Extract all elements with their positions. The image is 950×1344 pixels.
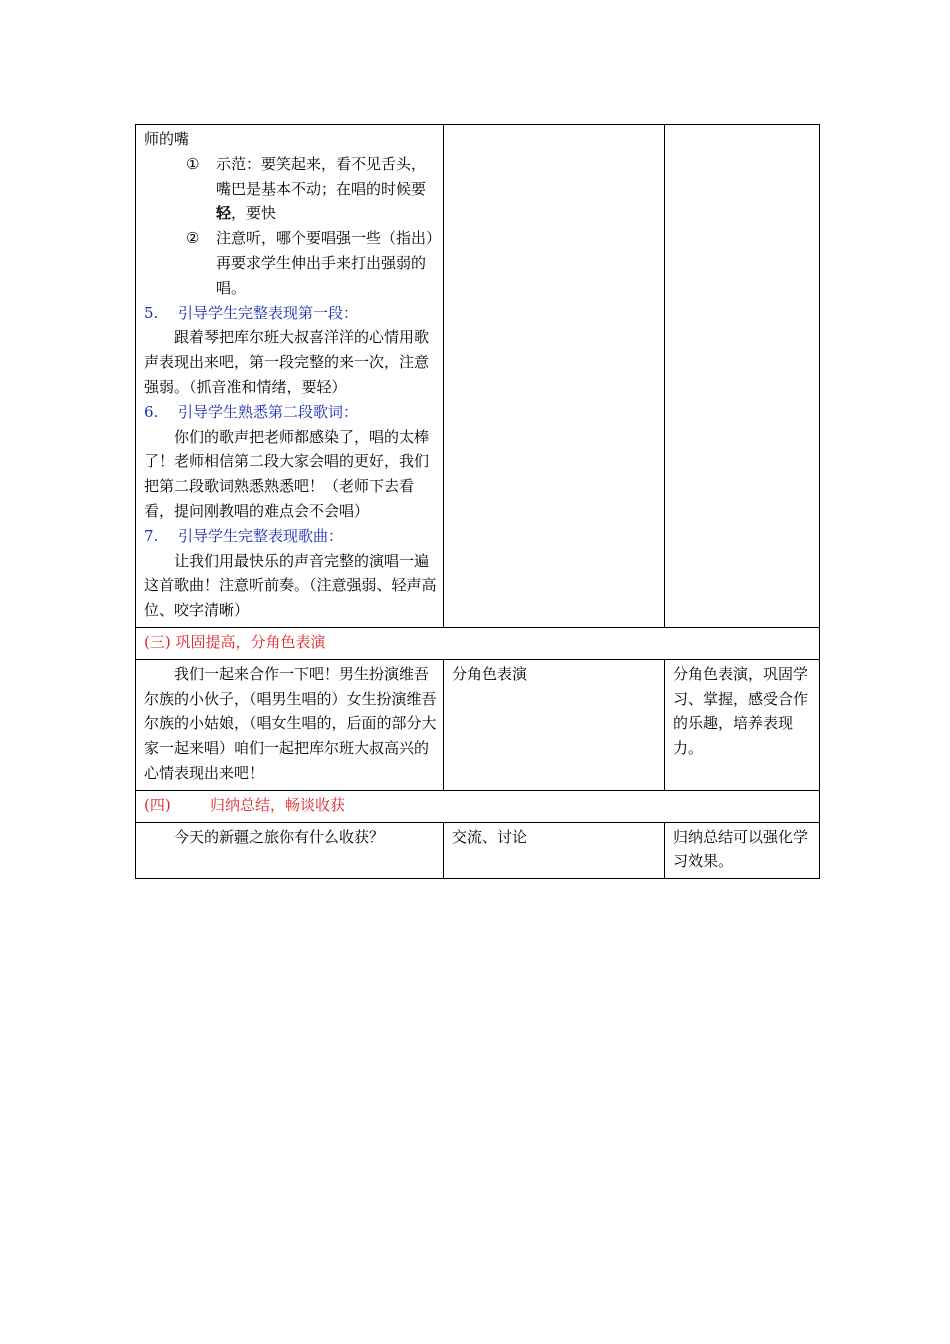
step-title: 引导学生完整表现歌曲：: [178, 526, 344, 545]
sub-item-number: ②: [186, 229, 200, 248]
design-intent-cell: 分角色表演，巩固学习、掌握，感受合作的乐趣，培养表现力。: [665, 659, 820, 790]
step-title: 引导学生熟悉第二段歌词：: [178, 402, 359, 421]
student-activity-cell: 分角色表演: [444, 659, 665, 790]
emphasis-text: 轻: [216, 204, 232, 223]
teacher-activity-cell: 今天的新疆之旅你有什么收获？: [136, 822, 444, 879]
sub-item-1: [144, 152, 437, 226]
section-3-heading-row: [136, 627, 820, 659]
section-number: (四): [144, 795, 171, 814]
teacher-activity-cell: 我们一起来合作一下吧！男生扮演维吾尔族的小伙子，（唱男生唱的）女生扮演维吾尔族的小姑娘，（唱女生唱的，后面的部分大家一起来唱）咱们一起把库尔班大叔高兴的心情表现出来吧！: [136, 659, 444, 790]
section-3-heading: (三) 巩固提高，分角色表演: [136, 627, 820, 659]
step-7-heading: [144, 524, 437, 549]
table-row: [136, 125, 820, 628]
student-activity-cell: 交流、讨论: [444, 822, 665, 879]
step-number: 5.: [144, 303, 159, 322]
design-intent-cell: 归纳总结可以强化学习效果。: [665, 822, 820, 879]
step-5-heading: [144, 301, 437, 326]
step-6-text: 你们的歌声把老师都感染了，唱的太棒了！老师相信第二段大家会唱的更好，我们把第二段歌词熟悉熟悉吧！（老师下去看看，提问刚教唱的难点会不会唱）: [144, 427, 430, 520]
sub-item-text: 注意听，哪个要唱强一些（指出）再要求学生伸出手来打出强弱的唱。: [216, 229, 434, 297]
section-4-heading: [136, 790, 820, 822]
lesson-plan-table: [135, 124, 820, 879]
design-intent-cell: [665, 125, 820, 628]
step-7-text: 让我们用最快乐的声音完整的演唱一遍这首歌曲！注意听前奏。（注意强弱、轻声高位、咬字清晰）: [144, 551, 437, 620]
table-row: [136, 659, 820, 790]
teacher-activity-cell: [136, 125, 444, 628]
table-row: [136, 822, 820, 879]
student-activity-cell: [444, 125, 665, 628]
section-title: 归纳总结，畅谈收获: [210, 795, 346, 814]
sub-item-number: ①: [186, 154, 200, 173]
section-4-heading-row: [136, 790, 820, 822]
step-5-text: 跟着琴把库尔班大叔喜洋洋的心情用歌声表现出来吧，第一段完整的来一次，注意强弱。（抓音准和情绪，要轻）: [144, 328, 430, 396]
continued-text: 师的嘴: [144, 130, 190, 148]
step-number: 7.: [144, 526, 159, 545]
sub-item-text-a: 示范：要笑起来，看不见舌头，嘴巴是基本不动；在唱的时候要: [216, 154, 427, 198]
sub-item-text-b: ，要快: [231, 204, 277, 223]
step-title: 引导学生完整表现第一段：: [178, 303, 359, 322]
step-number: 6.: [144, 402, 159, 421]
sub-item-2: [144, 226, 437, 300]
sub-item-text: [216, 152, 437, 226]
step-6-heading: [144, 400, 437, 425]
